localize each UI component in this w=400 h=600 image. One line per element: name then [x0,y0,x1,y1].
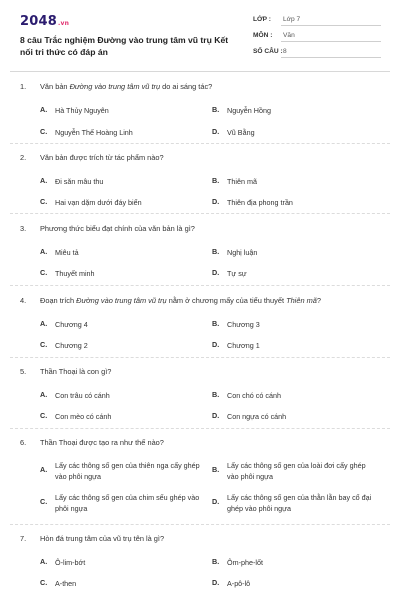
question-text-part: Đoạn trích [40,296,77,305]
question-5 [0,367,400,427]
meta-count-label: SỐ CÂU : [253,48,283,55]
option-text: Thiên địa phong trần [227,198,293,207]
question-text-part: Văn bản [40,82,70,91]
question-text-part: Văn bản được trích từ tác phẩm nào? [40,153,164,162]
option-text: A-pô-lô [227,579,251,588]
option-text: Con mèo có cánh [55,412,112,421]
question-number: 3. [20,224,27,233]
option-text: Chương 4 [55,320,88,329]
option-text: Chương 2 [55,341,88,350]
option-letter: B. [212,176,220,185]
option-text: Lấy các thông số gen của thằn lằn bay cổ đại ghép vào phôi ngựa [227,493,372,513]
meta-line [281,25,381,26]
question-divider [10,357,390,358]
option-letter: D. [212,268,220,277]
option-text: Nguyễn Hồng [227,106,271,115]
option-text: Ôm-phe-lốt [227,558,263,567]
option-letter: B. [212,465,220,474]
question-text-part: ? [316,296,321,305]
option-text: Con trâu có cánh [55,391,110,400]
option-text: Lấy các thông số gen của loài đơi cấy ghép vào phôi ngựa [227,461,366,481]
question-text-italic: Thiên mã [286,296,317,305]
question-divider [10,285,390,286]
option-text: Hai vạn dặm dưới đáy biển [55,198,142,207]
question-divider [10,213,390,214]
option-letter: B. [212,247,220,256]
option-letter: B. [212,319,220,328]
option-letter: D. [212,127,220,136]
question-6 [0,438,400,522]
question-text-italic: Đường vào trung tâm vũ trụ [69,82,161,91]
option-text: Con ngựa có cánh [227,412,287,421]
question-text [20,438,164,447]
question-number: 5. [20,367,27,376]
option-text: Vũ Bằng [227,128,255,137]
option-text: Nghị luận [227,248,258,257]
meta-grade-value: Lớp 7 [283,16,301,23]
option-text: Miêu tả [55,248,79,257]
option-text: Thuyết minh [55,269,95,278]
question-text [20,153,164,162]
option-text: Chương 3 [227,320,260,329]
logo-tld: .vn [57,20,70,27]
option-text: Chương 1 [227,341,260,350]
option-letter: B. [212,105,220,114]
question-text [20,82,212,91]
option-letter: C. [40,497,48,506]
option-letter: D. [212,411,220,420]
question-4 [0,296,400,356]
option-letter: A. [40,557,48,566]
question-3 [0,224,400,284]
question-divider [10,524,390,525]
question-text [20,367,111,376]
question-2 [0,153,400,213]
option-text: Lấy các thông số gen của chim sếu ghép vào phôi ngựa [55,493,200,513]
page-title: 8 câu Trắc nghiệm Đường vào trung tâm vũ trụ Kết nối tri thức có đáp án [20,35,229,57]
option-letter: D. [212,197,220,206]
meta-line [281,57,381,58]
question-text-part: Thần Thoại được tạo ra như thế nào? [40,438,164,447]
option-letter: A. [40,105,48,114]
question-divider [10,428,390,429]
question-text-italic: Đường vào trung tâm vũ trụ [76,296,167,305]
question-number: 1. [20,82,27,91]
question-1 [0,82,400,142]
question-7 [0,534,400,600]
header-divider [10,71,390,72]
question-text-part: Thần Thoại là con gì? [40,367,112,376]
option-letter: D. [212,578,220,587]
question-text [20,296,321,305]
option-letter: C. [40,578,48,587]
option-letter: C. [40,411,48,420]
meta-subject-label: MÔN : [253,32,273,39]
option-letter: A. [40,247,48,256]
question-number: 7. [20,534,27,543]
question-text-part: do ai sáng tác? [160,82,213,91]
option-text: Đi săn mâu thu [55,177,104,186]
option-text: Tự sự [227,269,247,278]
option-text: A-then [55,579,77,588]
question-number: 4. [20,296,27,305]
option-letter: C. [40,127,48,136]
meta-count-value: 8 [283,48,287,55]
option-letter: A. [40,390,48,399]
question-text-part: Hòn đá trung tâm của vũ trụ tên là gì? [40,534,165,543]
question-divider [10,143,390,144]
option-text: Nguyễn Thế Hoàng Linh [55,128,133,137]
option-text: Con chó có cánh [227,391,281,400]
option-text: Hà Thủy Nguyên [55,106,109,115]
option-text: Ô-lim-bớt [55,558,86,567]
question-number: 6. [20,438,27,447]
option-text: Thiên mã [227,177,257,186]
option-letter: D. [212,497,220,506]
option-letter: C. [40,268,48,277]
question-text-part: Phương thức biểu đạt chính của văn bản là gì? [40,224,195,233]
option-letter: C. [40,197,48,206]
meta-grade-label: LỚP : [253,16,271,23]
worksheet-header [0,0,400,72]
meta-subject-value: Văn [283,32,295,39]
question-text-part: nằm ở chương mấy của tiểu thuyết [166,296,287,305]
option-letter: B. [212,557,220,566]
option-letter: A. [40,176,48,185]
question-text [20,224,195,233]
question-text [20,534,164,543]
logo-text: 2048 [20,14,57,29]
option-letter: A. [40,465,48,474]
option-text: Lấy các thông số gen của thiên nga cấy ghép vào phôi ngựa [55,461,200,481]
option-letter: D. [212,340,220,349]
site-logo[interactable] [20,14,69,29]
option-letter: C. [40,340,48,349]
question-number: 2. [20,153,27,162]
option-letter: A. [40,319,48,328]
meta-line [281,41,381,42]
option-letter: B. [212,390,220,399]
